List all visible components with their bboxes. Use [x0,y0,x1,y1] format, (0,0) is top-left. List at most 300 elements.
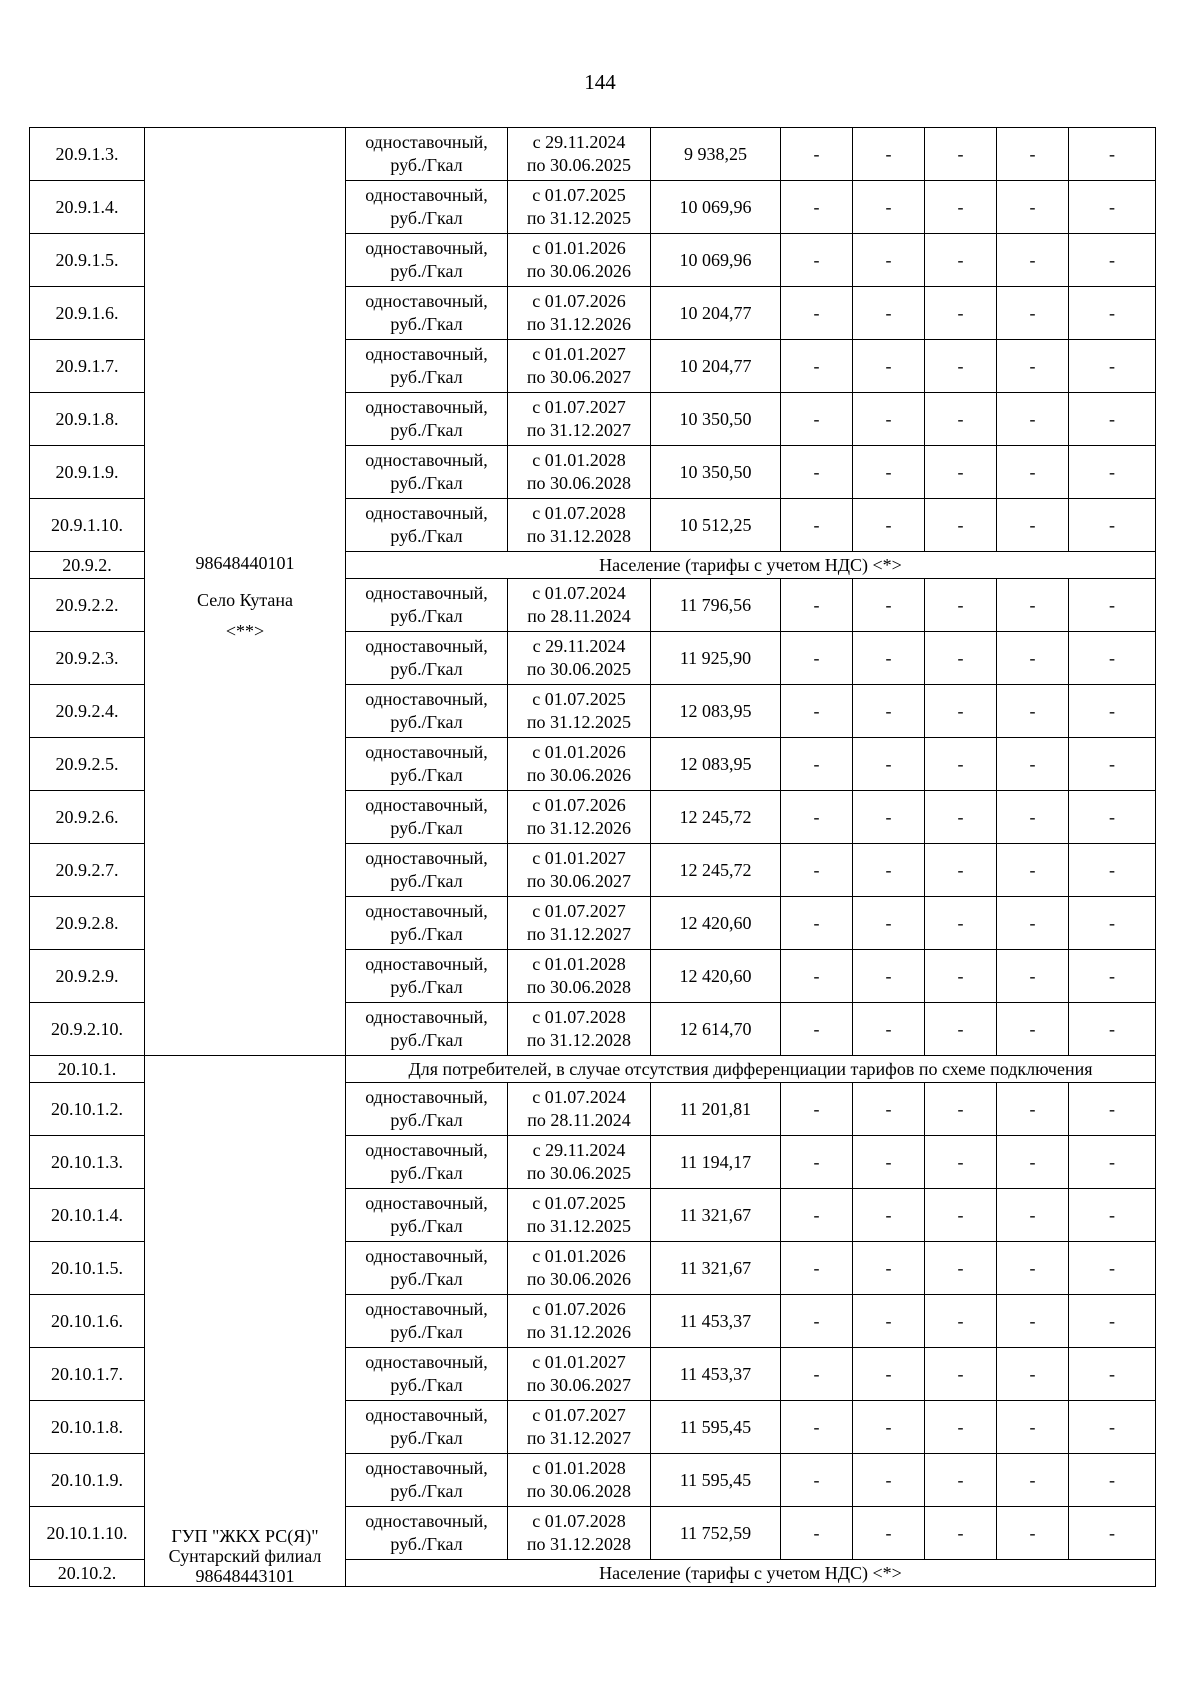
period-end: по 31.12.2026 [526,1322,632,1342]
period-start: с 01.01.2026 [532,742,626,762]
period-end: по 31.12.2027 [526,420,632,440]
tariff-kind-cell: одноставочный, руб./Гкал [346,393,508,446]
empty-value-cell: - [997,1401,1069,1454]
tariff-kind-cell: одноставочный, руб./Гкал [346,181,508,234]
tariff-value-cell: 10 069,96 [651,234,781,287]
tariff-kind-cell: одноставочный, руб./Гкал [346,446,508,499]
empty-value-cell: - [997,234,1069,287]
row-code-cell: 20.9.1.7. [30,340,145,393]
tariff-value-cell: 11 201,81 [651,1083,781,1136]
empty-value-cell: - [1069,632,1156,685]
period-start: с 01.07.2027 [532,901,626,921]
empty-value-cell: - [781,632,853,685]
empty-value-cell: - [781,1507,853,1560]
row-code-cell: 20.10.1.2. [30,1083,145,1136]
period-start: с 01.07.2024 [532,1087,626,1107]
empty-value-cell: - [925,234,997,287]
empty-value-cell: - [1069,1136,1156,1189]
empty-value-cell: - [997,1295,1069,1348]
period-end: по 31.12.2026 [526,314,632,334]
period-end: по 30.06.2026 [526,261,632,281]
empty-value-cell: - [925,950,997,1003]
empty-value-cell: - [781,1003,853,1056]
empty-value-cell: - [997,340,1069,393]
period-end: по 31.12.2028 [526,526,632,546]
empty-value-cell: - [1069,1083,1156,1136]
tariff-value-cell: 12 083,95 [651,738,781,791]
period-start: с 01.07.2025 [532,1193,626,1213]
entity-1-note: <**> [225,621,265,641]
empty-value-cell: - [1069,1295,1156,1348]
empty-value-cell: - [853,1507,925,1560]
empty-value-cell: - [925,393,997,446]
row-code-cell: 20.9.2.8. [30,897,145,950]
row-code-cell: 20.9.2.2. [30,579,145,632]
period-cell [508,446,651,499]
empty-value-cell: - [925,1454,997,1507]
empty-value-cell: - [997,1083,1069,1136]
empty-value-cell: - [997,897,1069,950]
empty-value-cell: - [1069,499,1156,552]
period-end: по 30.06.2027 [526,871,632,891]
tariff-value-cell: 11 796,56 [651,579,781,632]
tariff-table-body [30,128,1156,1587]
tariff-value-cell: 11 194,17 [651,1136,781,1189]
empty-value-cell: - [925,499,997,552]
period-end: по 28.11.2024 [527,606,631,626]
empty-value-cell: - [781,340,853,393]
empty-value-cell: - [997,1136,1069,1189]
period-cell [508,499,651,552]
period-start: с 01.07.2026 [532,1299,626,1319]
tariff-kind-cell: одноставочный, руб./Гкал [346,1295,508,1348]
period-cell [508,1454,651,1507]
empty-value-cell: - [781,1242,853,1295]
empty-value-cell: - [997,1348,1069,1401]
empty-value-cell: - [925,632,997,685]
period-start: с 01.01.2027 [532,1352,626,1372]
period-cell [508,632,651,685]
empty-value-cell: - [781,1295,853,1348]
tariff-value-cell: 11 752,59 [651,1507,781,1560]
period-cell [508,181,651,234]
period-cell [508,234,651,287]
period-end: по 30.06.2027 [526,367,632,387]
empty-value-cell: - [997,1454,1069,1507]
tariff-value-cell: 12 245,72 [651,844,781,897]
empty-value-cell: - [853,499,925,552]
period-start: с 01.07.2028 [532,1511,626,1531]
empty-value-cell: - [925,1401,997,1454]
empty-value-cell: - [997,287,1069,340]
period-cell [508,685,651,738]
empty-value-cell: - [781,1189,853,1242]
tariff-value-cell: 11 453,37 [651,1348,781,1401]
empty-value-cell: - [853,446,925,499]
empty-value-cell: - [1069,1401,1156,1454]
page-number: 144 [584,70,616,94]
period-cell [508,287,651,340]
tariff-kind-cell: одноставочный, руб./Гкал [346,791,508,844]
empty-value-cell: - [925,1189,997,1242]
period-start: с 01.07.2027 [532,397,626,417]
empty-value-cell: - [925,1242,997,1295]
tariff-value-cell: 11 925,90 [651,632,781,685]
empty-value-cell: - [925,1083,997,1136]
tariff-table [29,127,1156,1587]
row-code-cell: 20.10.1.3. [30,1136,145,1189]
empty-value-cell: - [1069,287,1156,340]
empty-value-cell: - [1069,1242,1156,1295]
empty-value-cell: - [853,1454,925,1507]
group-row [30,1056,1156,1083]
tariff-kind-cell: одноставочный, руб./Гкал [346,1507,508,1560]
empty-value-cell: - [997,844,1069,897]
tariff-kind-cell: одноставочный, руб./Гкал [346,738,508,791]
table-row [30,128,1156,181]
group-label-cell: Население (тарифы с учетом НДС) <*> [346,1560,1156,1587]
tariff-kind-cell: одноставочный, руб./Гкал [346,1003,508,1056]
empty-value-cell: - [1069,446,1156,499]
entity-1-name: Село Кутана [196,590,294,610]
period-cell [508,393,651,446]
empty-value-cell: - [997,950,1069,1003]
tariff-value-cell: 11 595,45 [651,1454,781,1507]
empty-value-cell: - [925,1348,997,1401]
period-cell [508,738,651,791]
empty-value-cell: - [1069,181,1156,234]
tariff-value-cell: 11 453,37 [651,1295,781,1348]
tariff-value-cell: 11 321,67 [651,1189,781,1242]
empty-value-cell: - [1069,1507,1156,1560]
empty-value-cell: - [997,446,1069,499]
empty-value-cell: - [925,1295,997,1348]
empty-value-cell: - [1069,393,1156,446]
period-start: с 01.07.2028 [532,1007,626,1027]
period-end: по 31.12.2025 [526,712,632,732]
empty-value-cell: - [781,1401,853,1454]
entity-2-name-line-1: ГУП "ЖКХ РС(Я)" [171,1526,319,1546]
period-end: по 30.06.2028 [526,977,632,997]
empty-value-cell: - [781,1454,853,1507]
empty-value-cell: - [853,897,925,950]
empty-value-cell: - [781,950,853,1003]
period-start: с 01.07.2025 [532,689,626,709]
period-start: с 01.01.2026 [532,238,626,258]
empty-value-cell: - [781,287,853,340]
tariff-kind-cell: одноставочный, руб./Гкал [346,1083,508,1136]
empty-value-cell: - [853,234,925,287]
empty-value-cell: - [925,181,997,234]
period-start: с 01.07.2024 [532,583,626,603]
period-end: по 30.06.2028 [526,473,632,493]
empty-value-cell: - [1069,791,1156,844]
empty-value-cell: - [781,738,853,791]
empty-value-cell: - [925,287,997,340]
row-code-cell: 20.9.1.5. [30,234,145,287]
period-end: по 30.06.2026 [526,765,632,785]
empty-value-cell: - [997,1003,1069,1056]
empty-value-cell: - [997,499,1069,552]
period-cell [508,1083,651,1136]
empty-value-cell: - [853,1295,925,1348]
empty-value-cell: - [1069,844,1156,897]
period-start: с 01.01.2028 [532,954,626,974]
row-code-cell: 20.10.1. [30,1056,145,1083]
period-end: по 31.12.2027 [526,924,632,944]
row-code-cell: 20.9.1.10. [30,499,145,552]
entity-2-code: 98648443101 [195,1566,295,1586]
empty-value-cell: - [997,738,1069,791]
tariff-kind-cell: одноставочный, руб./Гкал [346,950,508,1003]
period-cell [508,1189,651,1242]
group-label-cell: Для потребителей, в случае отсутствия дифференциации тарифов по схеме подключения [346,1056,1156,1083]
tariff-value-cell: 10 069,96 [651,181,781,234]
empty-value-cell: - [925,1003,997,1056]
empty-value-cell: - [781,844,853,897]
row-code-cell: 20.10.1.7. [30,1348,145,1401]
period-end: по 31.12.2026 [526,818,632,838]
row-code-cell: 20.10.1.10. [30,1507,145,1560]
empty-value-cell: - [853,1348,925,1401]
period-end: по 30.06.2027 [526,1375,632,1395]
empty-value-cell: - [997,128,1069,181]
empty-value-cell: - [925,897,997,950]
empty-value-cell: - [925,446,997,499]
empty-value-cell: - [781,446,853,499]
empty-value-cell: - [853,844,925,897]
row-code-cell: 20.10.1.6. [30,1295,145,1348]
empty-value-cell: - [853,1003,925,1056]
period-start: с 29.11.2024 [532,636,626,656]
tariff-kind-cell: одноставочный, руб./Гкал [346,499,508,552]
group-label-cell: Население (тарифы с учетом НДС) <*> [346,552,1156,579]
tariff-kind-cell: одноставочный, руб./Гкал [346,1189,508,1242]
empty-value-cell: - [925,579,997,632]
period-cell [508,1003,651,1056]
empty-value-cell: - [925,1507,997,1560]
tariff-value-cell: 10 204,77 [651,287,781,340]
row-code-cell: 20.9.2.4. [30,685,145,738]
empty-value-cell: - [853,181,925,234]
period-start: с 01.01.2028 [532,450,626,470]
row-code-cell: 20.9.1.9. [30,446,145,499]
empty-value-cell: - [781,897,853,950]
tariff-kind-cell: одноставочный, руб./Гкал [346,1348,508,1401]
period-end: по 30.06.2025 [526,659,632,679]
empty-value-cell: - [1069,128,1156,181]
period-cell [508,844,651,897]
row-code-cell: 20.9.2.5. [30,738,145,791]
period-start: с 01.07.2028 [532,503,626,523]
empty-value-cell: - [781,393,853,446]
entity-1-spacer [145,128,345,548]
empty-value-cell: - [997,579,1069,632]
period-end: по 31.12.2025 [526,208,632,228]
tariff-value-cell: 11 595,45 [651,1401,781,1454]
period-start: с 01.01.2026 [532,1246,626,1266]
empty-value-cell: - [1069,1189,1156,1242]
tariff-kind-cell: одноставочный, руб./Гкал [346,128,508,181]
empty-value-cell: - [853,738,925,791]
empty-value-cell: - [1069,685,1156,738]
period-cell [508,128,651,181]
tariff-kind-cell: одноставочный, руб./Гкал [346,287,508,340]
empty-value-cell: - [925,685,997,738]
tariff-kind-cell: одноставочный, руб./Гкал [346,897,508,950]
row-code-cell: 20.9.1.3. [30,128,145,181]
empty-value-cell: - [925,738,997,791]
empty-value-cell: - [1069,950,1156,1003]
empty-value-cell: - [781,499,853,552]
tariff-kind-cell: одноставочный, руб./Гкал [346,1454,508,1507]
tariff-kind-cell: одноставочный, руб./Гкал [346,685,508,738]
empty-value-cell: - [1069,1348,1156,1401]
period-start: с 01.01.2027 [532,344,626,364]
empty-value-cell: - [997,791,1069,844]
empty-value-cell: - [925,340,997,393]
empty-value-cell: - [925,128,997,181]
tariff-kind-cell: одноставочный, руб./Гкал [346,234,508,287]
entity-cell-1 [145,128,346,1056]
tariff-value-cell: 10 350,50 [651,393,781,446]
row-code-cell: 20.9.1.8. [30,393,145,446]
empty-value-cell: - [997,1242,1069,1295]
row-code-cell: 20.9.2.6. [30,791,145,844]
tariff-value-cell: 12 420,60 [651,897,781,950]
period-end: по 28.11.2024 [527,1110,631,1130]
empty-value-cell: - [997,1507,1069,1560]
tariff-value-cell: 9 938,25 [651,128,781,181]
row-code-cell: 20.10.1.9. [30,1454,145,1507]
empty-value-cell: - [853,579,925,632]
row-code-cell: 20.9.2.9. [30,950,145,1003]
row-code-cell: 20.9.2.10. [30,1003,145,1056]
tariff-kind-cell: одноставочный, руб./Гкал [346,632,508,685]
empty-value-cell: - [853,632,925,685]
row-code-cell: 20.10.1.5. [30,1242,145,1295]
tariff-value-cell: 12 420,60 [651,950,781,1003]
empty-value-cell: - [853,1083,925,1136]
tariff-value-cell: 10 512,25 [651,499,781,552]
empty-value-cell: - [781,579,853,632]
row-code-cell: 20.9.2.7. [30,844,145,897]
period-cell [508,1242,651,1295]
period-start: с 01.07.2026 [532,795,626,815]
empty-value-cell: - [997,1189,1069,1242]
row-code-cell: 20.10.2. [30,1560,145,1587]
empty-value-cell: - [781,685,853,738]
period-cell [508,897,651,950]
period-start: с 01.01.2028 [532,1458,626,1478]
empty-value-cell: - [781,181,853,234]
entity-1-code: 98648440101 [195,553,295,573]
tariff-value-cell: 12 083,95 [651,685,781,738]
empty-value-cell: - [1069,738,1156,791]
empty-value-cell: - [853,287,925,340]
period-start: с 29.11.2024 [532,132,626,152]
empty-value-cell: - [853,340,925,393]
period-end: по 30.06.2025 [526,1163,632,1183]
empty-value-cell: - [853,1242,925,1295]
period-end: по 31.12.2028 [526,1534,632,1554]
tariff-kind-cell: одноставочный, руб./Гкал [346,579,508,632]
row-code-cell: 20.9.2.3. [30,632,145,685]
period-start: с 01.07.2025 [532,185,626,205]
period-cell [508,1295,651,1348]
row-code-cell: 20.10.1.4. [30,1189,145,1242]
empty-value-cell: - [997,393,1069,446]
period-start: с 01.01.2027 [532,848,626,868]
empty-value-cell: - [925,1136,997,1189]
empty-value-cell: - [781,1136,853,1189]
empty-value-cell: - [997,632,1069,685]
empty-value-cell: - [781,1083,853,1136]
period-end: по 30.06.2025 [526,155,632,175]
period-cell [508,791,651,844]
tariff-kind-cell: одноставочный, руб./Гкал [346,1401,508,1454]
tariff-value-cell: 10 204,77 [651,340,781,393]
empty-value-cell: - [853,950,925,1003]
tariff-kind-cell: одноставочный, руб./Гкал [346,844,508,897]
period-cell [508,1348,651,1401]
period-start: с 01.07.2027 [532,1405,626,1425]
empty-value-cell: - [853,791,925,844]
empty-value-cell: - [781,234,853,287]
empty-value-cell: - [997,685,1069,738]
tariff-value-cell: 12 245,72 [651,791,781,844]
empty-value-cell: - [1069,234,1156,287]
row-code-cell: 20.9.2. [30,552,145,579]
tariff-value-cell: 11 321,67 [651,1242,781,1295]
period-cell [508,1136,651,1189]
period-cell [508,950,651,1003]
period-end: по 30.06.2026 [526,1269,632,1289]
entity-cell-2 [145,1056,346,1587]
period-start: с 01.07.2026 [532,291,626,311]
empty-value-cell: - [1069,1454,1156,1507]
tariff-value-cell: 12 614,70 [651,1003,781,1056]
empty-value-cell: - [925,844,997,897]
empty-value-cell: - [853,1136,925,1189]
tariff-kind-cell: одноставочный, руб./Гкал [346,1136,508,1189]
row-code-cell: 20.9.1.4. [30,181,145,234]
period-end: по 30.06.2028 [526,1481,632,1501]
period-cell [508,1507,651,1560]
period-start: с 29.11.2024 [532,1140,626,1160]
empty-value-cell: - [853,685,925,738]
empty-value-cell: - [781,128,853,181]
period-cell [508,579,651,632]
empty-value-cell: - [925,791,997,844]
empty-value-cell: - [1069,1003,1156,1056]
period-cell [508,1401,651,1454]
empty-value-cell: - [853,1189,925,1242]
period-cell [508,340,651,393]
empty-value-cell: - [781,791,853,844]
empty-value-cell: - [853,128,925,181]
entity-2-name-line-2: Сунтарский филиал [168,1546,322,1566]
row-code-cell: 20.9.1.6. [30,287,145,340]
tariff-kind-cell: одноставочный, руб./Гкал [346,1242,508,1295]
tariff-kind-cell: одноставочный, руб./Гкал [346,340,508,393]
empty-value-cell: - [853,393,925,446]
tariff-value-cell: 10 350,50 [651,446,781,499]
empty-value-cell: - [853,1401,925,1454]
empty-value-cell: - [1069,340,1156,393]
empty-value-cell: - [781,1348,853,1401]
period-end: по 31.12.2028 [526,1030,632,1050]
